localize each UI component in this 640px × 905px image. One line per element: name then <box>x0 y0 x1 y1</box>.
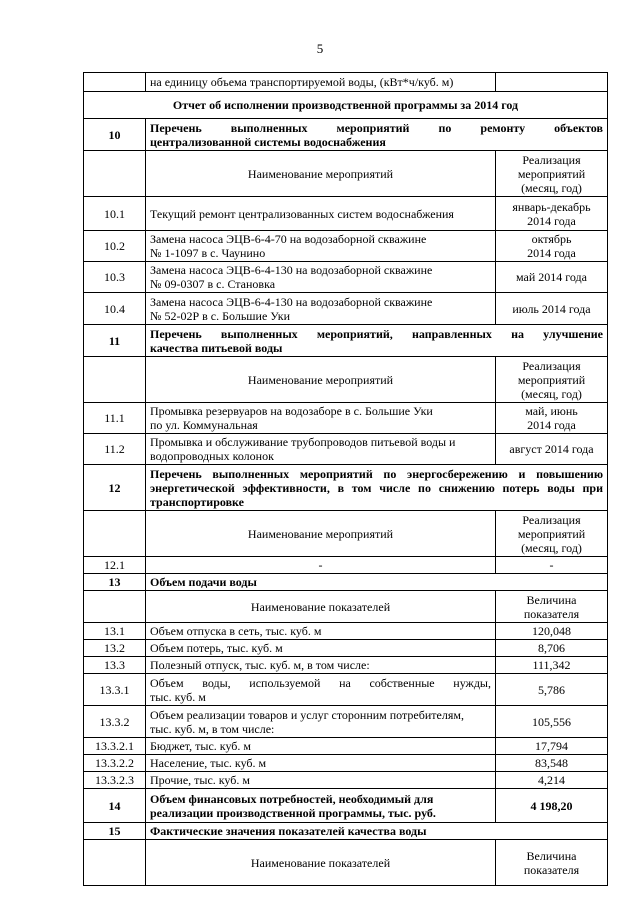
name-line: № 52-02Р в с. Большие Уки <box>150 308 290 323</box>
column-header-name: Наименование показателей <box>146 591 496 623</box>
section-header-row <box>84 325 608 357</box>
column-header-impl <box>496 357 608 403</box>
impl-line: январь-декабрь <box>512 199 591 214</box>
column-header-row <box>84 151 608 197</box>
row-name: Бюджет, тыс. куб. м <box>146 738 496 755</box>
row-impl: июль 2014 года <box>496 293 608 325</box>
row-value: 4,214 <box>496 772 608 789</box>
impl-line: 2014 года <box>527 213 576 228</box>
row-impl: май 2014 года <box>496 262 608 293</box>
row-number: 13.3.1 <box>84 674 146 706</box>
table-row <box>84 657 608 674</box>
row-impl <box>496 403 608 434</box>
section-number: 13 <box>84 574 146 591</box>
row-name: Объем отпуска в сеть, тыс. куб. м <box>146 623 496 640</box>
section-number: 10 <box>84 119 146 151</box>
header-line: (месяц, год) <box>521 180 582 195</box>
impl-line: 2014 года <box>527 246 576 260</box>
section-title <box>146 119 608 151</box>
row-number: 13.1 <box>84 623 146 640</box>
name-line: Замена насоса ЭЦВ-6-4-130 на водозаборной скважине <box>150 294 433 309</box>
header-line: показателя <box>523 606 580 621</box>
report-title-row <box>84 92 608 119</box>
report-title: Отчет об исполнении производственной программы за 2014 год <box>84 92 608 119</box>
section-title <box>146 789 496 823</box>
header-line: Реализация <box>522 512 581 527</box>
section-number: 12 <box>84 465 146 511</box>
column-header-row <box>84 591 608 623</box>
header-line: мероприятий <box>517 166 586 181</box>
row-impl: - <box>496 557 608 574</box>
name-line: по ул. Коммунальная <box>150 418 258 432</box>
column-header-name: Наименование мероприятий <box>146 511 496 557</box>
section-header-row <box>84 465 608 511</box>
section-title <box>146 465 608 511</box>
row-value: 105,556 <box>496 706 608 738</box>
row-name: Население, тыс. куб. м <box>146 755 496 772</box>
section-title-line: централизованной системы водоснабжения <box>150 134 386 149</box>
row-name <box>146 706 496 738</box>
section-title-line: Объем финансовых потребностей, необходимый для <box>150 791 434 806</box>
row-name <box>146 293 496 325</box>
row-name <box>146 403 496 434</box>
row-number: 13.3.2.3 <box>84 772 146 789</box>
row-value: 17,794 <box>496 738 608 755</box>
section-title-line: Перечень выполненных мероприятий, направленных на улучшение <box>150 326 603 341</box>
impl-line: октябрь <box>531 232 572 246</box>
section-title-line: качества питьевой воды <box>150 340 283 355</box>
row-value: 111,342 <box>496 657 608 674</box>
table-row <box>84 640 608 657</box>
section-number: 11 <box>84 325 146 357</box>
header-line: мероприятий <box>517 526 586 541</box>
row-number: 11.2 <box>84 434 146 465</box>
table-row <box>84 623 608 640</box>
header-line: Величина <box>526 848 577 863</box>
section-title-line: транспортировке <box>150 494 244 509</box>
name-line: Объем воды, используемой на собственные нужды, <box>150 675 491 690</box>
section-title-line: реализации производственной программы, тыс. руб. <box>150 805 436 820</box>
header-line: (месяц, год) <box>521 386 582 401</box>
name-line: Промывка резервуаров на водозаборе в с. Большие Уки <box>150 404 433 418</box>
page-number: 5 <box>316 41 324 56</box>
header-line: Реализация <box>522 152 581 167</box>
table-row <box>84 706 608 738</box>
row-number: 13.3 <box>84 657 146 674</box>
name-line: Промывка и обслуживание трубопроводов питьевой воды и <box>150 435 456 449</box>
row-name <box>146 231 496 262</box>
name-line: тыс. куб. м <box>150 689 206 704</box>
column-header-name: Наименование мероприятий <box>146 357 496 403</box>
section-title <box>146 325 608 357</box>
name-line: Замена насоса ЭЦВ-6-4-70 на водозаборной скважине <box>150 232 427 246</box>
column-header-row <box>84 840 608 886</box>
section-number: 14 <box>84 789 146 823</box>
name-line: № 1-1097 в с. Чаунино <box>150 246 266 260</box>
column-header-value <box>496 591 608 623</box>
column-header-row <box>84 357 608 403</box>
header-line: показателя <box>523 862 580 877</box>
row-number: 11.1 <box>84 403 146 434</box>
column-header-value <box>496 840 608 886</box>
row-name: - <box>146 557 496 574</box>
table-row <box>84 73 608 92</box>
cell-top-text: на единицу объема транспортируемой воды, (кВт*ч/куб. м) <box>146 73 496 92</box>
table-row <box>84 674 608 706</box>
row-name <box>146 434 496 465</box>
row-number: 13.3.2 <box>84 706 146 738</box>
row-name: Текущий ремонт централизованных систем водоснабжения <box>146 197 496 231</box>
section-title-line: энергетической эффективности, в том числе по снижению потерь воды при <box>150 480 603 495</box>
table-row <box>84 293 608 325</box>
table-row <box>84 231 608 262</box>
row-name <box>146 262 496 293</box>
row-number: 13.2 <box>84 640 146 657</box>
table-row <box>84 557 608 574</box>
header-line: (месяц, год) <box>521 540 582 555</box>
table-row <box>84 755 608 772</box>
row-value: 8,706 <box>496 640 608 657</box>
impl-line: май, июнь <box>525 404 578 418</box>
row-name: Полезный отпуск, тыс. куб. м, в том числе: <box>146 657 496 674</box>
header-line: мероприятий <box>517 372 586 387</box>
row-number: 13.3.2.1 <box>84 738 146 755</box>
column-header-impl <box>496 511 608 557</box>
section-header-row <box>84 574 608 591</box>
table-row <box>84 403 608 434</box>
row-impl <box>496 231 608 262</box>
row-number: 10.3 <box>84 262 146 293</box>
table-row <box>84 197 608 231</box>
header-line: Величина <box>526 592 577 607</box>
section-title-line: Перечень выполненных мероприятий по ремонту объектов <box>150 120 603 135</box>
row-name: Прочие, тыс. куб. м <box>146 772 496 789</box>
table-row <box>84 738 608 755</box>
name-line: тыс. куб. м, в том числе: <box>150 721 275 736</box>
name-line: водопроводных колонок <box>150 449 274 463</box>
row-impl <box>496 197 608 231</box>
section-header-row <box>84 789 608 823</box>
section-title: Объем подачи воды <box>146 574 608 591</box>
name-line: Замена насоса ЭЦВ-6-4-130 на водозаборной скважине <box>150 263 433 277</box>
row-number: 10.2 <box>84 231 146 262</box>
row-value: 5,786 <box>496 674 608 706</box>
name-line: № 09-0307 в с. Становка <box>150 277 276 291</box>
row-name <box>146 674 496 706</box>
row-value: 120,048 <box>496 623 608 640</box>
header-line: Реализация <box>522 358 581 373</box>
row-number: 12.1 <box>84 557 146 574</box>
impl-line: 2014 года <box>527 418 576 432</box>
section-title: Фактические значения показателей качества воды <box>146 823 608 840</box>
column-header-name: Наименование показателей <box>146 840 496 886</box>
row-number: 10.4 <box>84 293 146 325</box>
section-header-row <box>84 823 608 840</box>
financial-needs-value: 4 198,20 <box>496 789 608 823</box>
row-name: Объем потерь, тыс. куб. м <box>146 640 496 657</box>
section-header-row <box>84 119 608 151</box>
program-report-table <box>83 72 608 886</box>
row-impl: август 2014 года <box>496 434 608 465</box>
name-line: Объем реализации товаров и услуг сторонним потребителям, <box>150 707 464 722</box>
row-number: 10.1 <box>84 197 146 231</box>
column-header-row <box>84 511 608 557</box>
column-header-name: Наименование мероприятий <box>146 151 496 197</box>
row-value: 83,548 <box>496 755 608 772</box>
row-number: 13.3.2.2 <box>84 755 146 772</box>
column-header-impl <box>496 151 608 197</box>
section-number: 15 <box>84 823 146 840</box>
section-title-line: Перечень выполненных мероприятий по энергосбережению и повышению <box>150 466 603 481</box>
table-row <box>84 434 608 465</box>
table-row <box>84 262 608 293</box>
table-row <box>84 772 608 789</box>
